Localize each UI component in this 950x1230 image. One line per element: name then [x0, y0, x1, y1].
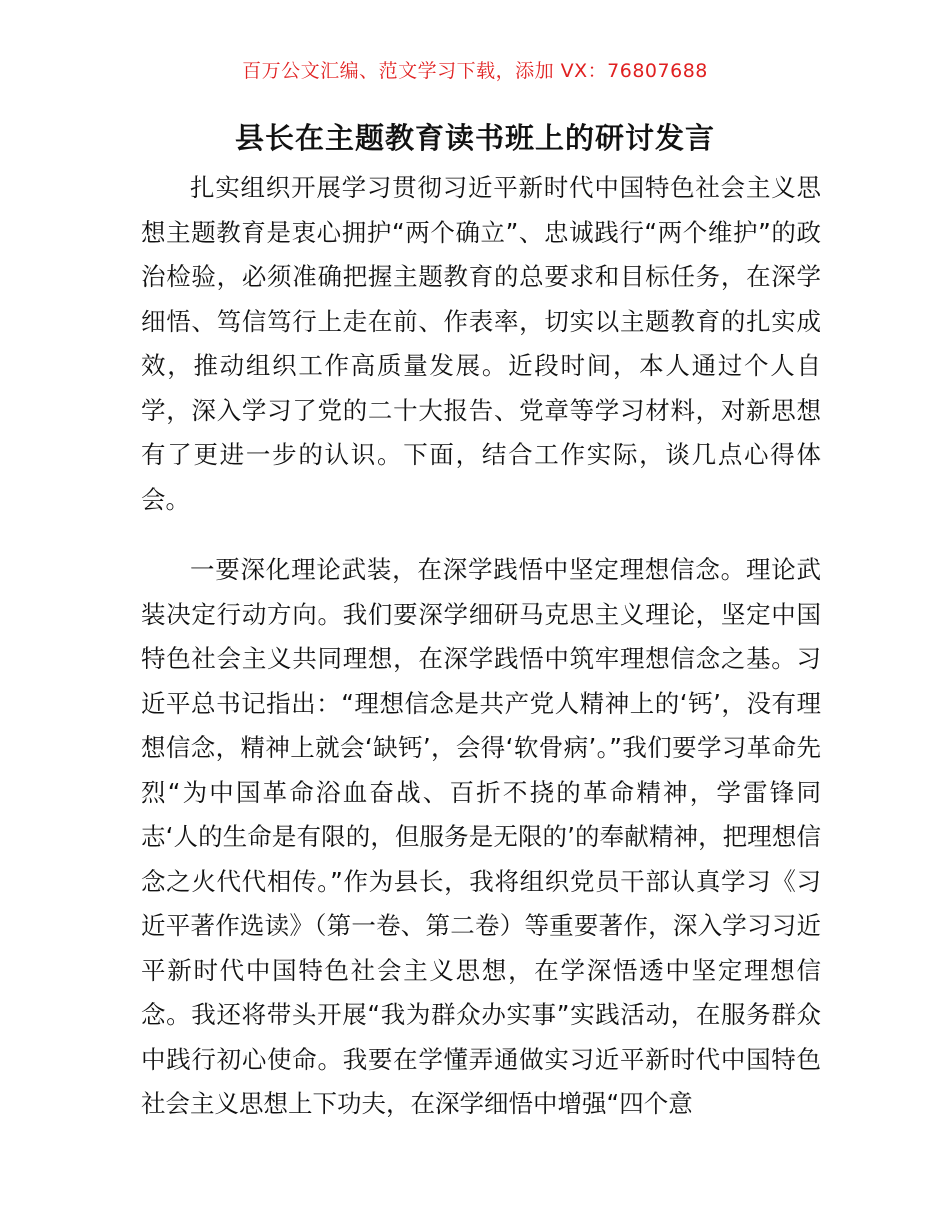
paragraph-point-one: 一要深化理论武装，在深学践悟中坚定理想信念。理论武装决定行动方向。我们要深学细研马克思主义理论，坚定中国特色社会主义共同理想，在深学践悟中筑牢理想信念之基。习近平总书记指出：“理想信念是共产党人精神上的‘钙’，没有理想信念，精神上就会‘缺钙’，会得‘软骨病’。”我们要学习革命先烈“为中国革命浴血奋战、百折不挠的革命精神，学雷锋同志‘人的生命是有限的，但服务是无限的’的奉献精神，把理想信念之火代代相传。”作为县长，我将组织党员干部认真学习《习近平著作选读》（第一卷、第二卷）等重要著作，深入学习习近平新时代中国特色社会主义思想，在学深悟透中坚定理想信念。我还将带头开展“我为群众办实事”实践活动，在服务群众中践行初心使命。我要在学懂弄通做实习近平新时代中国特色社会主义思想上下功夫，在深学细悟中增强“四个意 — [141, 555, 821, 1118]
document-title: 县长在主题教育读书班上的研讨发言 — [234, 121, 715, 155]
header-note: 百万公文汇编、范文学习下载，添加 VX：76807688 — [242, 60, 708, 82]
document-body — [141, 166, 821, 1127]
paragraph-intro: 扎实组织开展学习贯彻习近平新时代中国特色社会主义思想主题教育是衷心拥护“两个确立”、忠诚践行“两个维护”的政治检验，必须准确把握主题教育的总要求和目标任务，在深学细悟、笃信笃行上走在前、作表率，切实以主题教育的扎实成效，推动组织工作高质量发展。近段时间，本人通过个人自学，深入学习了党的二十大报告、党章等学习材料，对新思想有了更进一步的认识。下面，结合工作实际，谈几点心得体会。 — [141, 173, 821, 514]
